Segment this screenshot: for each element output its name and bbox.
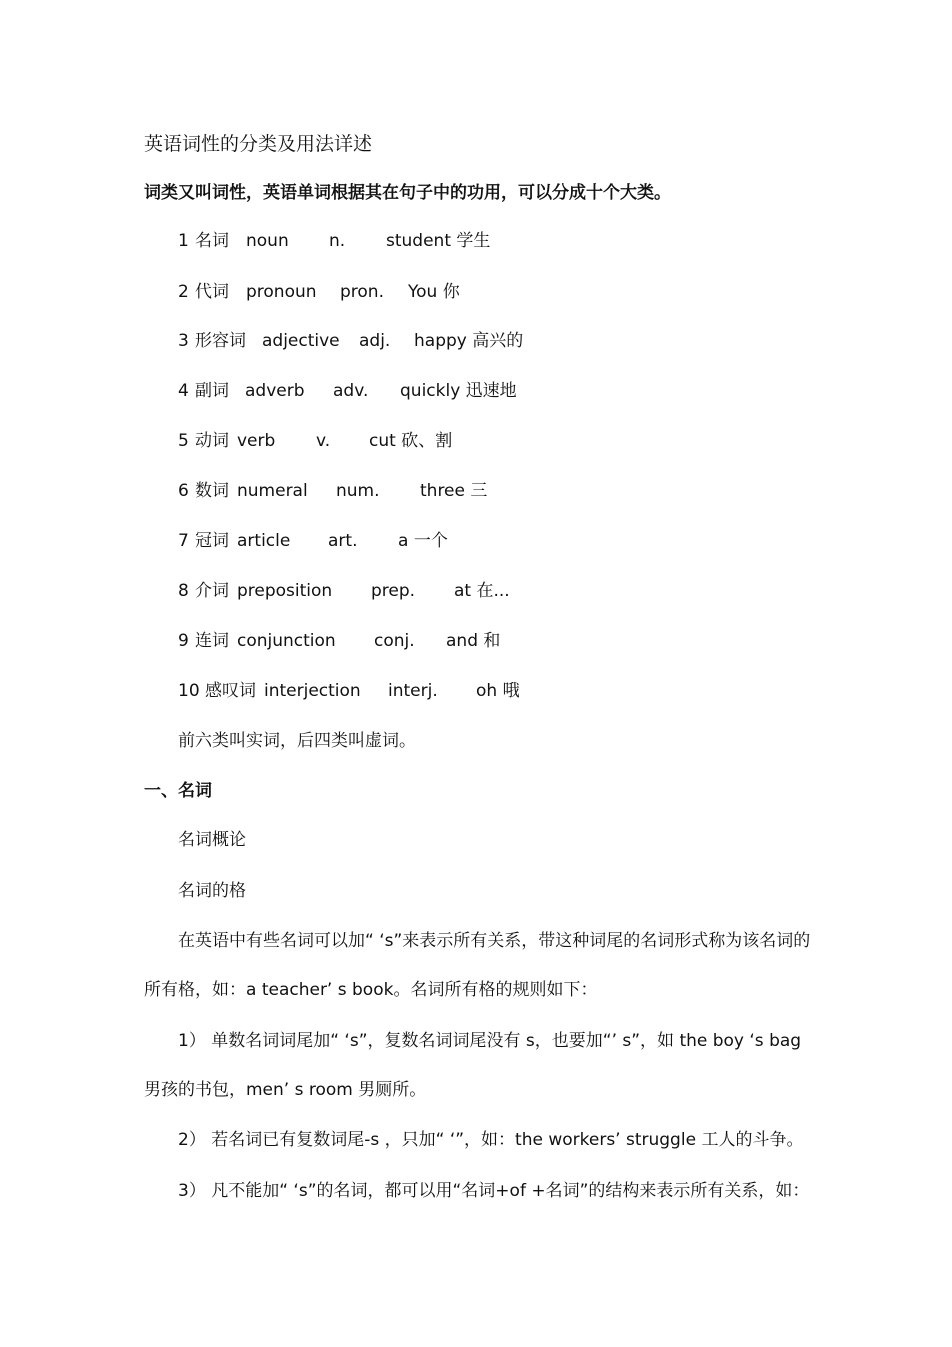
page-title: 英语词性的分类及用法详述 (144, 133, 373, 155)
pos-abbr: num. (336, 481, 380, 501)
pos-abbr: n. (329, 231, 346, 251)
pos-abbr: conj. (374, 631, 415, 651)
pos-example: student 学生 (386, 231, 491, 251)
pos-num: 1 (178, 231, 189, 251)
pos-example: a 一个 (398, 531, 448, 551)
pos-en: adjective (262, 331, 340, 351)
summary-text: 前六类叫实词，后四类叫虚词。 (178, 731, 416, 751)
pos-example: happy 高兴的 (414, 331, 524, 351)
pos-en: article (237, 531, 291, 551)
pos-cn: 介词 (195, 581, 229, 601)
pos-cn: 形容词 (195, 331, 246, 351)
subheading-case: 名词的格 (178, 881, 246, 901)
pos-example: cut 砍、割 (369, 431, 453, 451)
pos-cn: 代词 (195, 282, 229, 302)
pos-example: You 你 (408, 282, 460, 302)
pos-en: preposition (237, 581, 333, 601)
rule-line: 1） 单数名词词尾加“ ‘s”，复数名词词尾没有 s，也要加“’ s”，如 the boy ‘s bag (178, 1031, 802, 1051)
pos-example: and 和 (446, 631, 501, 651)
subheading-overview: 名词概论 (178, 830, 246, 850)
pos-num: 5 (178, 431, 189, 451)
pos-cn: 名词 (195, 231, 229, 251)
rule-line: 3） 凡不能加“ ‘s”的名词，都可以用“名词+of +名词”的结构来表示所有关系，如： (178, 1181, 810, 1201)
paragraph-line: 在英语中有些名词可以加“ ‘s”来表示所有关系，带这种词尾的名词形式称为该名词的 (178, 931, 811, 951)
pos-cn: 感叹词 (205, 681, 256, 701)
pos-example: at 在... (454, 581, 510, 601)
pos-en: noun (246, 231, 289, 251)
pos-abbr: interj. (388, 681, 438, 701)
rule-line: 2） 若名词已有复数词尾-s ，只加“ ‘”，如：the workers’ struggle 工人的斗争。 (178, 1130, 804, 1150)
pos-num: 7 (178, 531, 189, 551)
pos-en: verb (237, 431, 276, 451)
pos-num: 3 (178, 331, 189, 351)
pos-cn: 连词 (195, 631, 229, 651)
pos-abbr: adj. (359, 331, 391, 351)
pos-example: three 三 (420, 481, 488, 501)
pos-num: 10 (178, 681, 200, 701)
paragraph-line: 所有格，如：a teacher’ s book。名词所有格的规则如下： (144, 980, 598, 1000)
intro-text: 词类又叫词性，英语单词根据其在句子中的功用，可以分成十个大类。 (144, 183, 671, 203)
pos-en: conjunction (237, 631, 336, 651)
pos-abbr: prep. (371, 581, 416, 601)
pos-abbr: pron. (340, 282, 384, 302)
pos-abbr: adv. (333, 381, 369, 401)
pos-cn: 副词 (195, 381, 229, 401)
pos-cn: 动词 (195, 431, 229, 451)
pos-en: interjection (264, 681, 361, 701)
pos-cn: 冠词 (195, 531, 229, 551)
pos-en: pronoun (246, 282, 317, 302)
rule-line: 男孩的书包，men’ s room 男厕所。 (144, 1080, 427, 1100)
section-heading: 一、名词 (144, 781, 212, 801)
pos-num: 6 (178, 481, 189, 501)
pos-example: oh 哦 (476, 681, 520, 701)
pos-num: 2 (178, 282, 189, 302)
pos-abbr: art. (328, 531, 358, 551)
pos-cn: 数词 (195, 481, 229, 501)
pos-abbr: v. (316, 431, 331, 451)
pos-example: quickly 迅速地 (400, 381, 517, 401)
pos-en: adverb (245, 381, 305, 401)
pos-num: 4 (178, 381, 189, 401)
pos-num: 8 (178, 581, 189, 601)
pos-num: 9 (178, 631, 189, 651)
pos-en: numeral (237, 481, 308, 501)
